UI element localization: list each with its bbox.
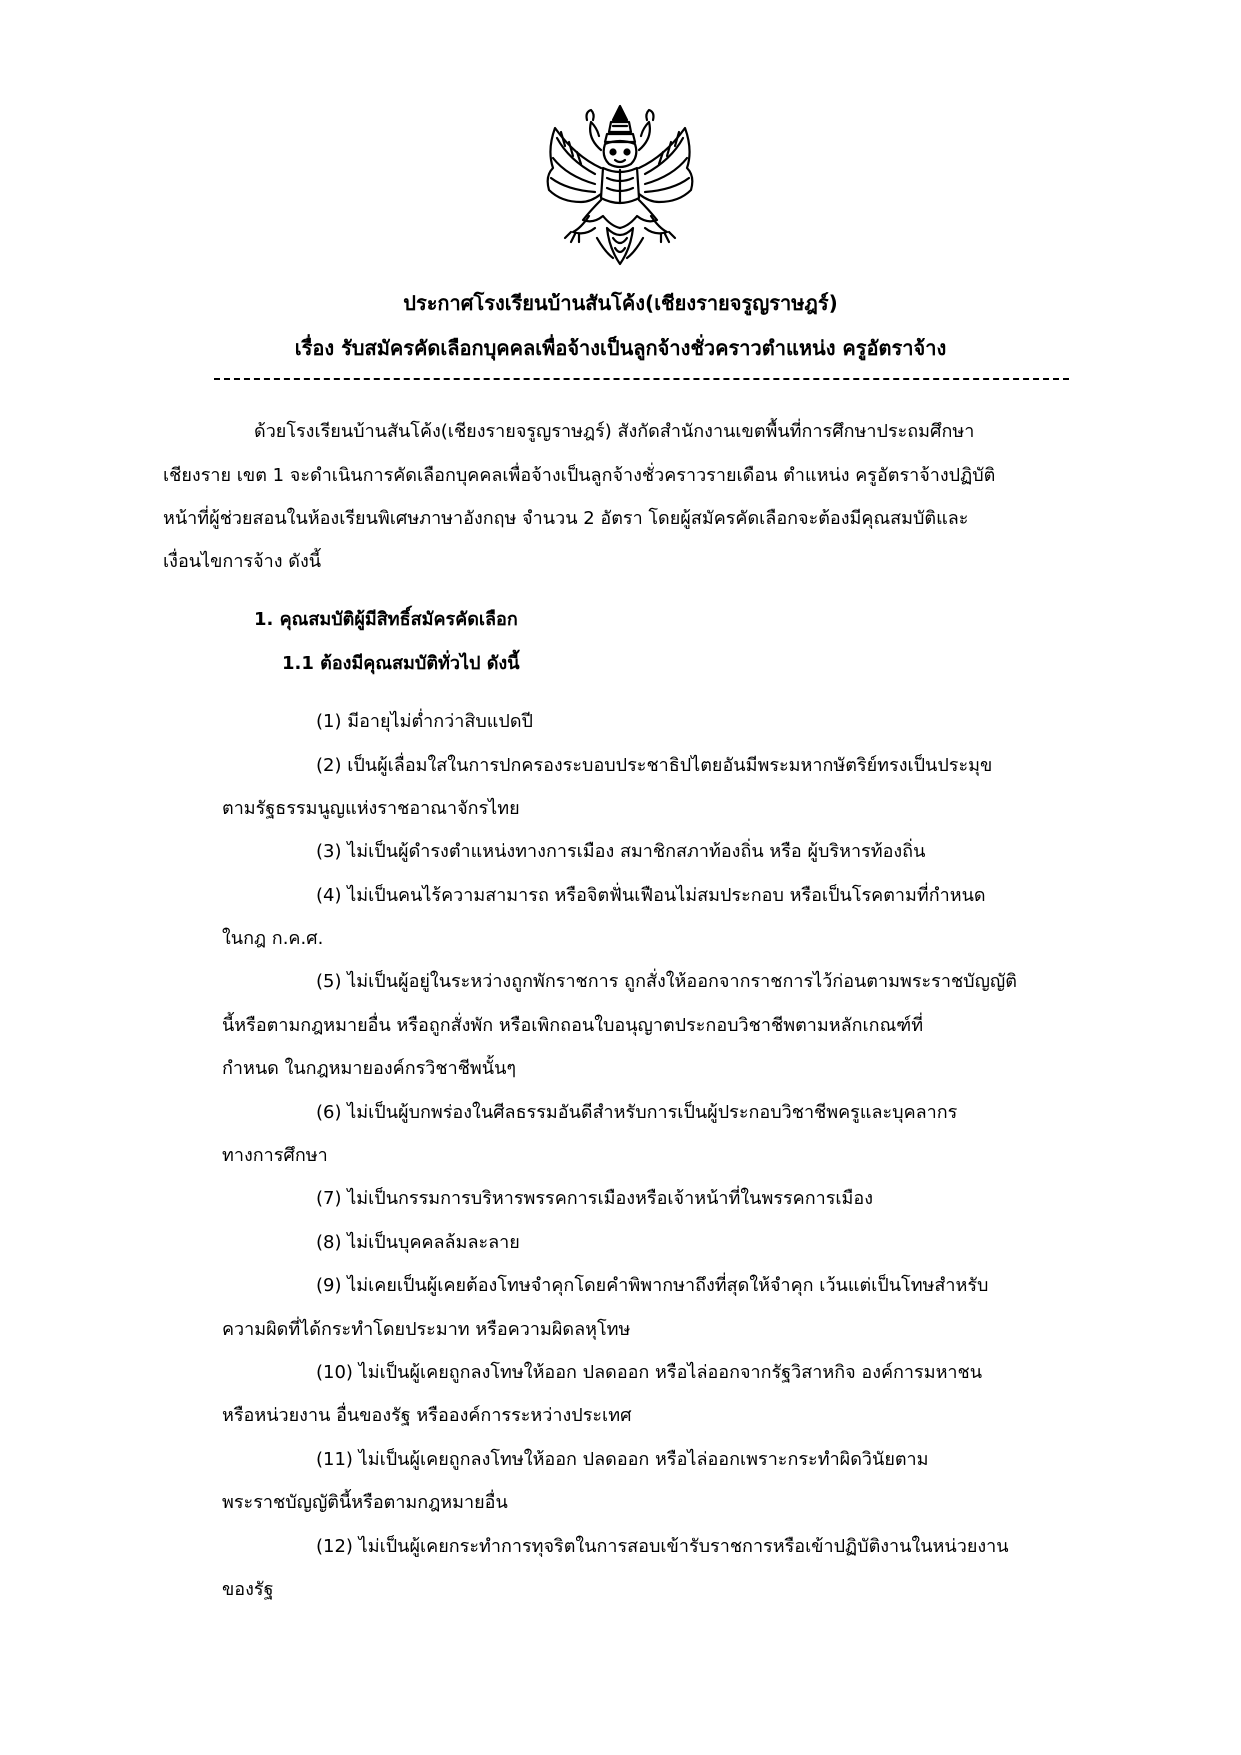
subsection-heading: 1.1 ต้องมีคุณสมบัติทั่วไป ดังนี้ [282, 653, 520, 674]
qualification-item: (2) เป็นผู้เลื่อมใสในการปกครองระบอบประชาธิปไตยอันมีพระมหากษัตริย์ทรงเป็นประมุข [316, 755, 993, 776]
qualification-item: (4) ไม่เป็นคนไร้ความสามารถ หรือจิตฟั่นเฟือนไม่สมประกอบ หรือเป็นโรคตามที่กำหนด [316, 885, 986, 906]
section-heading: 1. คุณสมบัติผู้มีสิทธิ์สมัครคัดเลือก [254, 609, 518, 630]
qualification-item-cont: นี้หรือตามกฎหมายอื่น หรือถูกสั่งพัก หรือเพิกถอนใบอนุญาตประกอบวิชาชีพตามหลักเกณฑ์ที่ [222, 1015, 924, 1036]
qualification-item: (10) ไม่เป็นผู้เคยถูกลงโทษให้ออก ปลดออก หรือไล่ออกจากรัฐวิสาหกิจ องค์การมหาชน [316, 1362, 983, 1383]
qualification-item-cont: หรือหน่วยงาน อื่นของรัฐ หรือองค์การระหว่างประเทศ [222, 1405, 632, 1426]
intro-line: ด้วยโรงเรียนบ้านสันโค้ง(เชียงรายจรูญราษฎร์) สังกัดสำนักงานเขตพื้นที่การศึกษาประถมศึกษา [254, 421, 975, 442]
qualification-item: (11) ไม่เป็นผู้เคยถูกลงโทษให้ออก ปลดออก หรือไล่ออกเพราะกระทำผิดวินัยตาม [316, 1449, 929, 1470]
qualification-item-cont: กำหนด ในกฎหมายองค์กรวิชาชีพนั้นๆ [222, 1058, 517, 1079]
announcement-subject: เรื่อง รับสมัครคัดเลือกบุคคลเพื่อจ้างเป็นลูกจ้างชั่วคราวตำแหน่ง ครูอัตราจ้าง [294, 336, 947, 360]
qualification-item-cont: ความผิดที่ได้กระทำโดยประมาท หรือความผิดลหุโทษ [222, 1319, 631, 1340]
qualification-item-cont: ทางการศึกษา [222, 1145, 328, 1166]
qualification-item: (1) มีอายุไม่ต่ำกว่าสิบแปดปี [316, 711, 533, 732]
qualification-item: (3) ไม่เป็นผู้ดำรงตำแหน่งทางการเมือง สมาชิกสภาท้องถิ่น หรือ ผู้บริหารท้องถิ่น [316, 841, 926, 862]
qualification-item: (5) ไม่เป็นผู้อยู่ในระหว่างถูกพักราชการ ถูกสั่งให้ออกจากราชการไว้ก่อนตามพระราชบัญญัติ [316, 971, 1017, 992]
dashed-divider [214, 378, 1069, 380]
qualification-item: (9) ไม่เคยเป็นผู้เคยต้องโทษจำคุกโดยคำพิพากษาถึงที่สุดให้จำคุก เว้นแต่เป็นโทษสำหรับ [316, 1275, 989, 1296]
qualification-item: (7) ไม่เป็นกรรมการบริหารพรรคการเมืองหรือเจ้าหน้าที่ในพรรคการเมือง [316, 1188, 873, 1209]
garuda-emblem [535, 98, 705, 270]
qualification-item-cont: ของรัฐ [222, 1579, 274, 1600]
qualification-item-cont: ในกฎ ก.ค.ศ. [222, 928, 324, 949]
intro-line: หน้าที่ผู้ช่วยสอนในห้องเรียนพิเศษภาษาอังกฤษ จำนวน 2 อัตรา โดยผู้สมัครคัดเลือกจะต้องมีคุณสมบัติและ [163, 508, 969, 529]
intro-line: เงื่อนไขการจ้าง ดังนี้ [163, 551, 322, 572]
intro-line: เชียงราย เขต 1 จะดำเนินการคัดเลือกบุคคลเพื่อจ้างเป็นลูกจ้างชั่วคราวรายเดือน ตำแหน่ง ครูอัตราจ้างปฏิบัติ [163, 465, 996, 486]
qualification-item-cont: พระราชบัญญัตินี้หรือตามกฎหมายอื่น [222, 1492, 508, 1513]
announcement-title: ประกาศโรงเรียนบ้านสันโค้ง(เชียงรายจรูญราษฎร์) [403, 291, 838, 315]
qualification-item: (12) ไม่เป็นผู้เคยกระทำการทุจริตในการสอบเข้ารับราชการหรือเข้าปฏิบัติงานในหน่วยงาน [316, 1536, 1009, 1557]
qualification-item-cont: ตามรัฐธรรมนูญแห่งราชอาณาจักรไทย [222, 798, 520, 819]
qualification-item: (8) ไม่เป็นบุคคลล้มละลาย [316, 1232, 520, 1253]
qualification-item: (6) ไม่เป็นผู้บกพร่องในศีลธรรมอันดีสำหรับการเป็นผู้ประกอบวิชาชีพครูและบุคลากร [316, 1102, 958, 1123]
